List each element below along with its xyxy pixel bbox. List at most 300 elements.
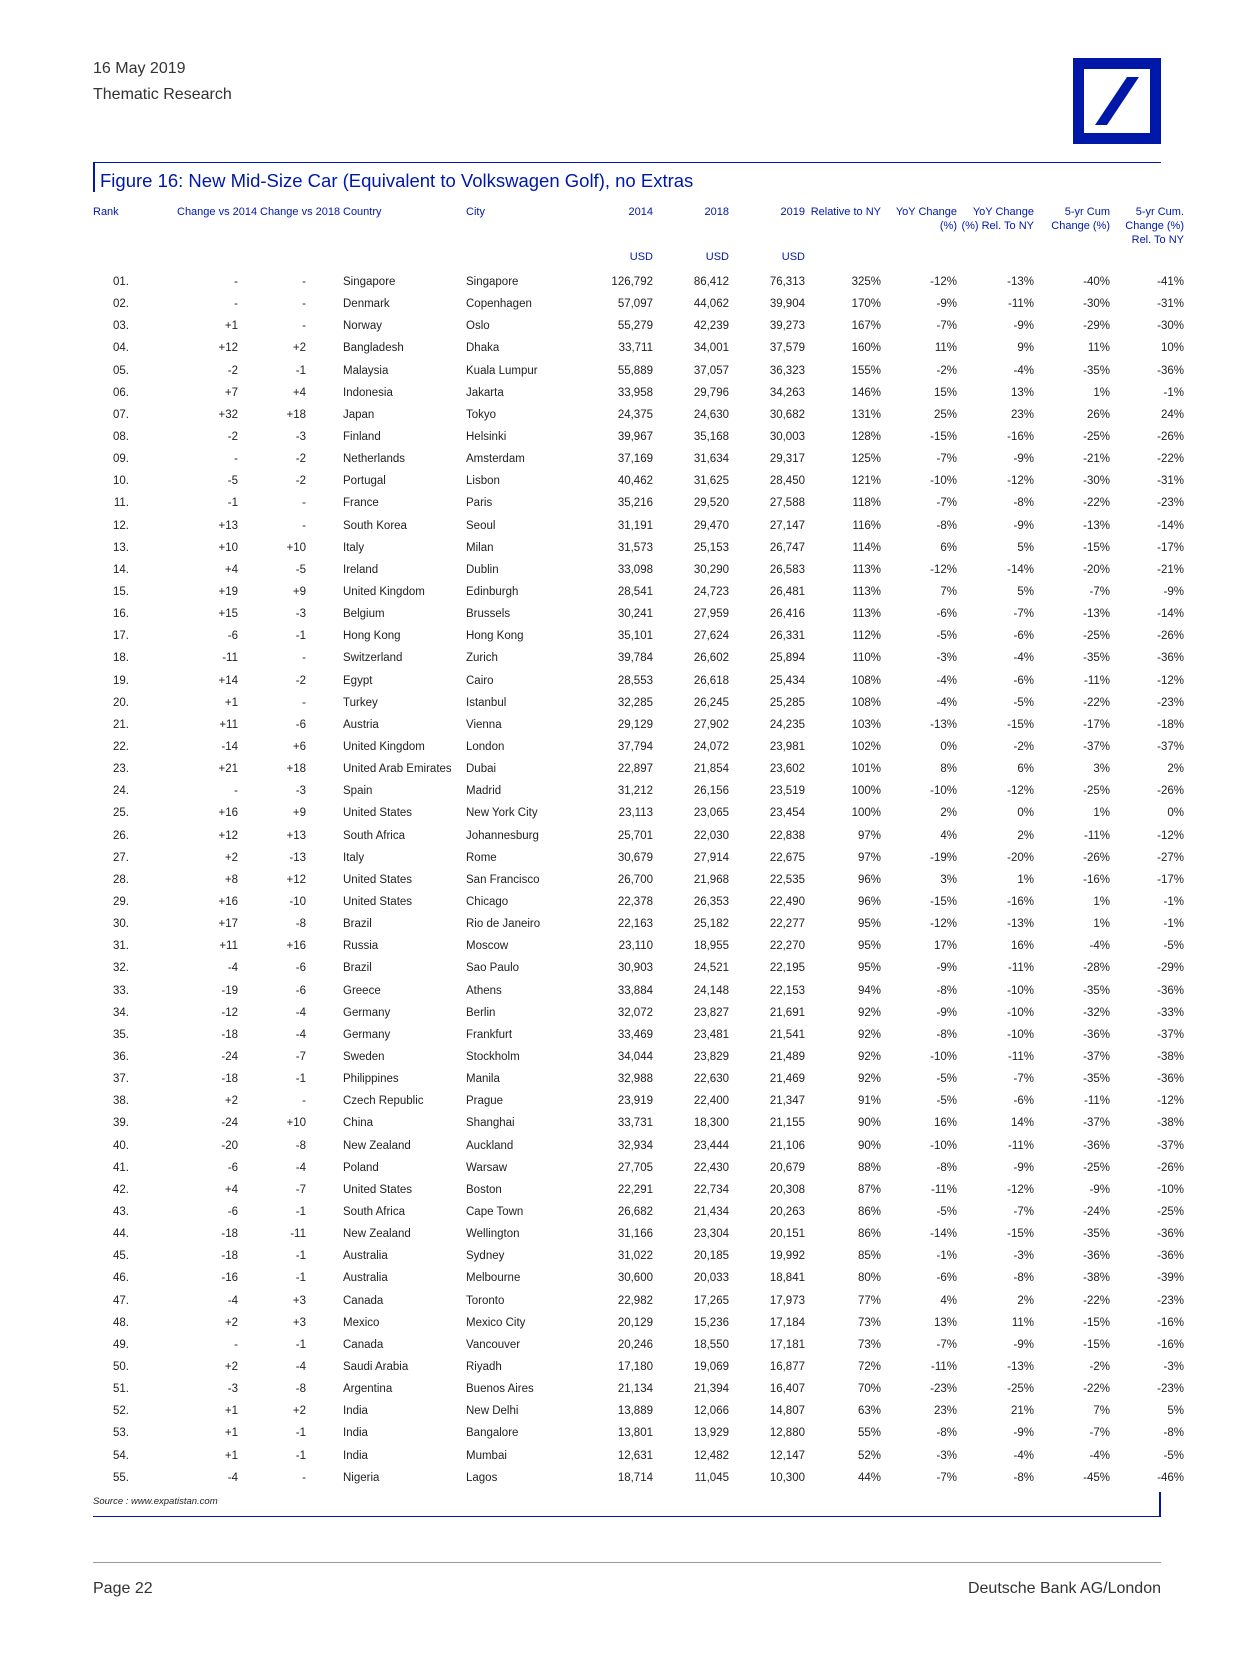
relative-ny-cell: 94% <box>857 984 881 997</box>
price-2014-cell: 26,700 <box>617 873 653 886</box>
5yr-rel-ny-cell: -31% <box>1157 298 1184 311</box>
table-row <box>93 869 1184 891</box>
yoy-change-cell: -7% <box>936 453 957 466</box>
price-2019-cell: 20,263 <box>769 1205 805 1218</box>
5yr-change-cell: -30% <box>1083 475 1110 488</box>
yoy-change-cell: -3% <box>936 652 957 665</box>
country-cell: India <box>343 1427 368 1440</box>
yoy-change-cell: -7% <box>936 497 957 510</box>
price-2014-cell: 33,469 <box>617 1028 653 1041</box>
country-cell: Italy <box>343 851 365 864</box>
change-2018-cell: - <box>302 298 306 311</box>
rank-cell: 41. <box>113 1161 129 1174</box>
rank-cell: 21. <box>113 718 129 731</box>
5yr-change-cell: -30% <box>1083 298 1110 311</box>
yoy-rel-ny-cell: -9% <box>1013 1427 1034 1440</box>
country-cell: Nigeria <box>343 1471 380 1484</box>
unit-cell <box>466 251 584 271</box>
footer-rule <box>93 1562 1161 1563</box>
table-row <box>93 404 1184 426</box>
price-2018-cell: 20,033 <box>693 1272 729 1285</box>
country-cell: Finland <box>343 431 381 444</box>
5yr-change-cell: -36% <box>1083 1139 1110 1152</box>
country-cell: United Arab Emirates <box>343 763 452 776</box>
yoy-change-cell: -23% <box>930 1383 957 1396</box>
rank-cell: 28. <box>113 873 129 886</box>
yoy-rel-ny-cell: 5% <box>1017 541 1034 554</box>
yoy-change-cell: 2% <box>940 807 957 820</box>
yoy-rel-ny-cell: 21% <box>1010 1405 1034 1418</box>
city-cell: Berlin <box>466 1006 496 1019</box>
price-2014-cell: 21,134 <box>617 1383 653 1396</box>
rank-cell: 52. <box>113 1405 129 1418</box>
city-cell: Cape Town <box>466 1205 524 1218</box>
change-2014-cell: -19 <box>221 984 238 997</box>
price-2014-cell: 13,889 <box>617 1405 653 1418</box>
relative-ny-cell: 95% <box>857 918 881 931</box>
rank-cell: 22. <box>113 741 129 754</box>
relative-ny-cell: 100% <box>851 807 881 820</box>
change-2018-cell: +4 <box>292 386 306 399</box>
price-2018-cell: 18,550 <box>693 1338 729 1351</box>
table-row <box>93 581 1184 603</box>
country-cell: New Zealand <box>343 1139 411 1152</box>
rank-cell: 50. <box>113 1360 129 1373</box>
price-2018-cell: 86,412 <box>693 276 729 289</box>
price-2019-cell: 36,323 <box>769 364 805 377</box>
relative-ny-cell: 90% <box>857 1117 881 1130</box>
5yr-change-cell: -22% <box>1083 696 1110 709</box>
5yr-rel-ny-cell: -36% <box>1157 1073 1184 1086</box>
rank-cell: 35. <box>113 1028 129 1041</box>
price-2014-cell: 57,097 <box>617 298 653 311</box>
yoy-change-cell: -6% <box>936 1272 957 1285</box>
city-cell: Jakarta <box>466 386 504 399</box>
relative-ny-cell: 131% <box>851 408 881 421</box>
country-cell: Poland <box>343 1161 379 1174</box>
5yr-rel-ny-cell: 0% <box>1167 807 1184 820</box>
yoy-change-cell: -3% <box>936 1449 957 1462</box>
price-2018-cell: 13,929 <box>693 1427 729 1440</box>
relative-ny-cell: 125% <box>851 453 881 466</box>
yoy-change-cell: -13% <box>930 718 957 731</box>
5yr-rel-ny-cell: -22% <box>1157 453 1184 466</box>
5yr-change-cell: -26% <box>1083 851 1110 864</box>
5yr-change-cell: -24% <box>1083 1205 1110 1218</box>
company-name: Deutsche Bank AG/London <box>967 1580 1161 1597</box>
change-2014-cell: -2 <box>227 431 238 444</box>
yoy-rel-ny-cell: -7% <box>1013 1073 1034 1086</box>
city-cell: Amsterdam <box>466 453 525 466</box>
table-row <box>93 1444 1184 1466</box>
price-2018-cell: 21,394 <box>693 1383 729 1396</box>
rank-cell: 55. <box>113 1471 129 1484</box>
yoy-change-cell: -8% <box>936 984 957 997</box>
yoy-rel-ny-cell: -11% <box>1008 1050 1034 1063</box>
city-cell: Melbourne <box>466 1272 521 1285</box>
table-row <box>93 1378 1184 1400</box>
yoy-rel-ny-cell: -7% <box>1013 608 1034 621</box>
5yr-rel-ny-cell: -26% <box>1157 1161 1184 1174</box>
price-2019-cell: 17,181 <box>769 1338 805 1351</box>
5yr-change-cell: -15% <box>1083 541 1110 554</box>
yoy-change-cell: -10% <box>930 1050 957 1063</box>
yoy-change-cell: -8% <box>936 519 957 532</box>
relative-ny-cell: 325% <box>851 276 881 289</box>
5yr-change-cell: 7% <box>1093 1405 1110 1418</box>
country-cell: United States <box>343 807 413 820</box>
unit-cell <box>1110 251 1184 271</box>
col-header-rank: Rank <box>93 206 119 218</box>
relative-ny-cell: 96% <box>857 873 881 886</box>
5yr-rel-ny-cell: -25% <box>1157 1205 1184 1218</box>
city-cell: Auckland <box>466 1139 514 1152</box>
yoy-change-cell: -6% <box>936 608 957 621</box>
rank-cell: 24. <box>113 785 129 798</box>
5yr-change-cell: -16% <box>1083 873 1110 886</box>
price-2014-cell: 31,212 <box>617 785 653 798</box>
change-2018-cell: - <box>302 497 306 510</box>
col-header-country: Country <box>343 206 382 218</box>
unit-cell <box>177 251 260 271</box>
relative-ny-cell: 121% <box>851 475 881 488</box>
change-2014-cell: +1 <box>224 696 238 709</box>
city-cell: Cairo <box>466 674 494 687</box>
relative-ny-cell: 95% <box>857 940 881 953</box>
change-2014-cell: +1 <box>224 1405 238 1418</box>
change-2018-cell: +12 <box>286 873 306 886</box>
yoy-change-cell: 15% <box>933 386 957 399</box>
yoy-rel-ny-cell: -6% <box>1013 674 1034 687</box>
change-2018-cell: +18 <box>286 763 306 776</box>
figure-bottom-accent <box>1159 1492 1161 1516</box>
change-2014-cell: -6 <box>227 1161 238 1174</box>
rank-cell: 33. <box>113 984 129 997</box>
change-2014-cell: -4 <box>227 962 238 975</box>
price-2019-cell: 25,434 <box>769 674 805 687</box>
5yr-change-cell: -7% <box>1089 1427 1110 1440</box>
yoy-rel-ny-cell: -7% <box>1013 1205 1034 1218</box>
5yr-change-cell: -37% <box>1083 1050 1110 1063</box>
table-row <box>93 1312 1184 1334</box>
change-2014-cell: +12 <box>218 342 238 355</box>
price-2018-cell: 25,153 <box>693 541 729 554</box>
relative-ny-cell: 80% <box>857 1272 881 1285</box>
price-2019-cell: 39,904 <box>769 298 805 311</box>
yoy-change-cell: 4% <box>940 829 957 842</box>
price-2014-cell: 23,113 <box>618 807 653 820</box>
rank-cell: 38. <box>113 1095 129 1108</box>
price-2014-cell: 55,889 <box>617 364 653 377</box>
yoy-rel-ny-cell: -9% <box>1013 453 1034 466</box>
price-2018-cell: 35,168 <box>693 431 729 444</box>
price-2018-cell: 21,854 <box>693 763 729 776</box>
change-2018-cell: - <box>302 519 306 532</box>
yoy-change-cell: -7% <box>936 320 957 333</box>
rank-cell: 47. <box>113 1294 129 1307</box>
relative-ny-cell: 70% <box>857 1383 881 1396</box>
table-row <box>93 1112 1184 1134</box>
price-2019-cell: 26,331 <box>769 630 805 643</box>
yoy-rel-ny-cell: -16% <box>1007 431 1034 444</box>
5yr-rel-ny-cell: -21% <box>1157 563 1184 576</box>
yoy-change-cell: 11% <box>934 342 957 355</box>
change-2014-cell: -16 <box>221 1272 238 1285</box>
price-2018-cell: 21,968 <box>693 873 729 886</box>
col-header-yoy-rel-ny: YoY Change (%) Rel. To NY <box>961 206 1034 232</box>
country-cell: United States <box>343 896 413 908</box>
5yr-rel-ny-cell: -12% <box>1157 1095 1184 1108</box>
country-cell: Mexico <box>343 1316 380 1329</box>
country-cell: Philippines <box>343 1073 399 1086</box>
change-2018-cell: +10 <box>286 541 306 554</box>
yoy-change-cell: -4% <box>936 674 957 687</box>
price-2019-cell: 29,317 <box>769 453 805 466</box>
country-cell: Netherlands <box>343 453 406 466</box>
city-cell: Helsinki <box>466 431 507 444</box>
rank-cell: 03. <box>113 320 129 333</box>
city-cell: Lagos <box>466 1471 498 1484</box>
yoy-rel-ny-cell: -12% <box>1007 1183 1034 1196</box>
5yr-rel-ny-cell: -3% <box>1163 1360 1184 1373</box>
5yr-rel-ny-cell: -23% <box>1157 1383 1184 1396</box>
relative-ny-cell: 44% <box>857 1471 881 1484</box>
5yr-rel-ny-cell: -1% <box>1163 896 1184 908</box>
price-2018-cell: 26,618 <box>693 674 729 687</box>
yoy-change-cell: -5% <box>936 1205 957 1218</box>
price-2014-cell: 40,462 <box>617 475 653 488</box>
change-2014-cell: -24 <box>221 1050 238 1063</box>
country-cell: Malaysia <box>343 364 389 377</box>
5yr-change-cell: 1% <box>1093 918 1110 931</box>
yoy-change-cell: -11% <box>931 1360 957 1373</box>
table-row <box>93 802 1184 824</box>
price-2018-cell: 19,069 <box>693 1360 729 1373</box>
5yr-rel-ny-cell: -5% <box>1163 1449 1184 1462</box>
5yr-change-cell: -2% <box>1089 1360 1110 1373</box>
5yr-rel-ny-cell: 5% <box>1167 1405 1184 1418</box>
change-2014-cell: +1 <box>224 1427 238 1440</box>
yoy-rel-ny-cell: 2% <box>1017 829 1034 842</box>
5yr-rel-ny-cell: -10% <box>1157 1183 1184 1196</box>
relative-ny-cell: 108% <box>851 696 881 709</box>
table-row <box>93 515 1184 537</box>
5yr-change-cell: -25% <box>1083 1161 1110 1174</box>
rank-cell: 11. <box>113 497 129 510</box>
change-2018-cell: -6 <box>295 718 306 731</box>
change-2014-cell: -18 <box>221 1250 238 1263</box>
relative-ny-cell: 77% <box>857 1294 881 1307</box>
5yr-change-cell: 11% <box>1087 342 1110 355</box>
price-2018-cell: 44,062 <box>693 298 729 311</box>
relative-ny-cell: 95% <box>857 962 881 975</box>
5yr-change-cell: -35% <box>1083 1228 1110 1241</box>
change-2014-cell: +32 <box>218 408 238 421</box>
price-2018-cell: 27,902 <box>693 718 729 731</box>
price-2018-cell: 23,481 <box>693 1028 729 1041</box>
5yr-rel-ny-cell: -17% <box>1157 541 1184 554</box>
relative-ny-cell: 116% <box>852 519 881 532</box>
5yr-change-cell: -37% <box>1083 741 1110 754</box>
price-2018-cell: 24,072 <box>693 741 729 754</box>
change-2014-cell: -20 <box>221 1139 238 1152</box>
yoy-rel-ny-cell: -2% <box>1013 741 1034 754</box>
yoy-change-cell: -12% <box>930 276 957 289</box>
5yr-rel-ny-cell: -36% <box>1157 1250 1184 1263</box>
change-2018-cell: -7 <box>295 1050 306 1063</box>
price-2018-cell: 18,955 <box>693 940 729 953</box>
price-2014-cell: 20,129 <box>617 1316 653 1329</box>
table-row <box>93 537 1184 559</box>
yoy-rel-ny-cell: 13% <box>1010 386 1034 399</box>
country-cell: Germany <box>343 1006 391 1019</box>
5yr-rel-ny-cell: -26% <box>1157 785 1184 798</box>
report-date: 16 May 2019 <box>93 60 186 77</box>
yoy-rel-ny-cell: -13% <box>1007 1360 1034 1373</box>
price-2014-cell: 18,714 <box>617 1471 653 1484</box>
change-2018-cell: +18 <box>286 408 306 421</box>
yoy-change-cell: 23% <box>933 1405 957 1418</box>
yoy-rel-ny-cell: 16% <box>1010 940 1034 953</box>
yoy-change-cell: 3% <box>940 873 957 886</box>
table-row <box>93 1400 1184 1422</box>
relative-ny-cell: 146% <box>851 386 881 399</box>
rank-cell: 36. <box>113 1050 129 1063</box>
5yr-change-cell: -11% <box>1084 1095 1110 1108</box>
5yr-change-cell: -4% <box>1089 1449 1110 1462</box>
yoy-change-cell: -10% <box>930 1139 957 1152</box>
change-2018-cell: -4 <box>295 1161 306 1174</box>
relative-ny-cell: 96% <box>857 896 881 908</box>
table-row <box>93 1068 1184 1090</box>
5yr-rel-ny-cell: -33% <box>1157 1006 1184 1019</box>
relative-ny-cell: 86% <box>857 1205 881 1218</box>
city-cell: Copenhagen <box>466 298 532 311</box>
country-cell: Sweden <box>343 1050 385 1063</box>
yoy-rel-ny-cell: -4% <box>1013 652 1034 665</box>
country-cell: United Kingdom <box>343 586 425 599</box>
rank-cell: 43. <box>113 1205 129 1218</box>
rank-cell: 49. <box>113 1338 129 1351</box>
change-2014-cell: - <box>234 453 238 466</box>
rank-cell: 07. <box>113 408 129 421</box>
rank-cell: 48. <box>113 1316 129 1329</box>
rank-cell: 30. <box>113 918 129 931</box>
rank-cell: 06. <box>113 386 129 399</box>
rank-cell: 01. <box>113 276 129 289</box>
change-2014-cell: +14 <box>218 674 238 687</box>
city-cell: Dhaka <box>466 342 500 355</box>
change-2018-cell: +16 <box>286 940 306 953</box>
5yr-change-cell: -20% <box>1083 563 1110 576</box>
5yr-change-cell: -22% <box>1083 1383 1110 1396</box>
change-2018-cell: -1 <box>295 1250 306 1263</box>
price-2014-cell: 37,794 <box>617 741 653 754</box>
change-2018-cell: -8 <box>295 1383 306 1396</box>
yoy-rel-ny-cell: 5% <box>1017 586 1034 599</box>
col-header-city: City <box>466 206 485 218</box>
change-2014-cell: -5 <box>227 475 238 488</box>
country-cell: Spain <box>343 785 373 798</box>
yoy-rel-ny-cell: -12% <box>1007 785 1034 798</box>
5yr-rel-ny-cell: -27% <box>1157 851 1184 864</box>
price-2014-cell: 37,169 <box>617 453 653 466</box>
relative-ny-cell: 167% <box>851 320 881 333</box>
5yr-rel-ny-cell: -16% <box>1157 1338 1184 1351</box>
yoy-change-cell: 16% <box>933 1117 957 1130</box>
relative-ny-cell: 88% <box>857 1161 881 1174</box>
price-2018-cell: 24,723 <box>693 586 729 599</box>
change-2018-cell: -11 <box>290 1228 306 1241</box>
relative-ny-cell: 100% <box>851 785 881 798</box>
relative-ny-cell: 160% <box>851 342 881 355</box>
yoy-change-cell: 17% <box>933 940 957 953</box>
price-2018-cell: 22,030 <box>693 829 729 842</box>
country-cell: Russia <box>343 940 379 953</box>
yoy-change-cell: -11% <box>931 1183 957 1196</box>
relative-ny-cell: 102% <box>851 741 881 754</box>
yoy-rel-ny-cell: -3% <box>1013 1250 1034 1263</box>
price-2014-cell: 32,934 <box>617 1139 653 1152</box>
change-2014-cell: +2 <box>224 1095 238 1108</box>
rank-cell: 53. <box>113 1427 129 1440</box>
change-2018-cell: -1 <box>295 1205 306 1218</box>
5yr-rel-ny-cell: -1% <box>1163 386 1184 399</box>
table-row <box>93 1090 1184 1112</box>
price-2018-cell: 22,430 <box>693 1161 729 1174</box>
change-2018-cell: +10 <box>286 1117 306 1130</box>
price-2019-cell: 39,273 <box>769 320 805 333</box>
price-2014-cell: 35,101 <box>617 630 653 643</box>
country-cell: United Kingdom <box>343 741 425 754</box>
5yr-rel-ny-cell: -1% <box>1163 918 1184 931</box>
city-cell: Mumbai <box>466 1449 507 1462</box>
relative-ny-cell: 110% <box>852 652 881 665</box>
yoy-change-cell: -12% <box>930 563 957 576</box>
change-2014-cell: +2 <box>224 1360 238 1373</box>
price-2014-cell: 30,600 <box>617 1272 653 1285</box>
relative-ny-cell: 97% <box>857 829 881 842</box>
table-row <box>93 625 1184 647</box>
yoy-rel-ny-cell: -8% <box>1013 1272 1034 1285</box>
col-header-2019: 2019 <box>780 206 805 218</box>
5yr-change-cell: -25% <box>1083 431 1110 444</box>
yoy-rel-ny-cell: 23% <box>1010 408 1034 421</box>
relative-ny-cell: 97% <box>857 851 881 864</box>
page-number: Page 22 <box>93 1580 153 1597</box>
unit-cell <box>957 251 1034 271</box>
5yr-rel-ny-cell: -18% <box>1157 718 1184 731</box>
5yr-change-cell: 1% <box>1093 896 1110 908</box>
price-2014-cell: 33,958 <box>617 386 653 399</box>
rank-cell: 29. <box>113 896 129 908</box>
price-2014-cell: 29,129 <box>617 718 653 731</box>
5yr-rel-ny-cell: -46% <box>1157 1471 1184 1484</box>
city-cell: Paris <box>466 497 493 510</box>
yoy-change-cell: -5% <box>936 630 957 643</box>
price-2018-cell: 23,304 <box>693 1228 729 1241</box>
country-cell: Denmark <box>343 298 390 311</box>
change-2018-cell: +9 <box>292 586 306 599</box>
change-2014-cell: +16 <box>218 807 238 820</box>
city-cell: Johannesburg <box>466 829 539 842</box>
price-2014-cell: 27,705 <box>617 1161 653 1174</box>
price-2019-cell: 18,841 <box>769 1272 805 1285</box>
unit-cell: USD <box>705 251 729 263</box>
deutsche-bank-logo <box>1073 58 1161 144</box>
unit-cell <box>343 251 466 271</box>
table-row <box>93 1245 1184 1267</box>
